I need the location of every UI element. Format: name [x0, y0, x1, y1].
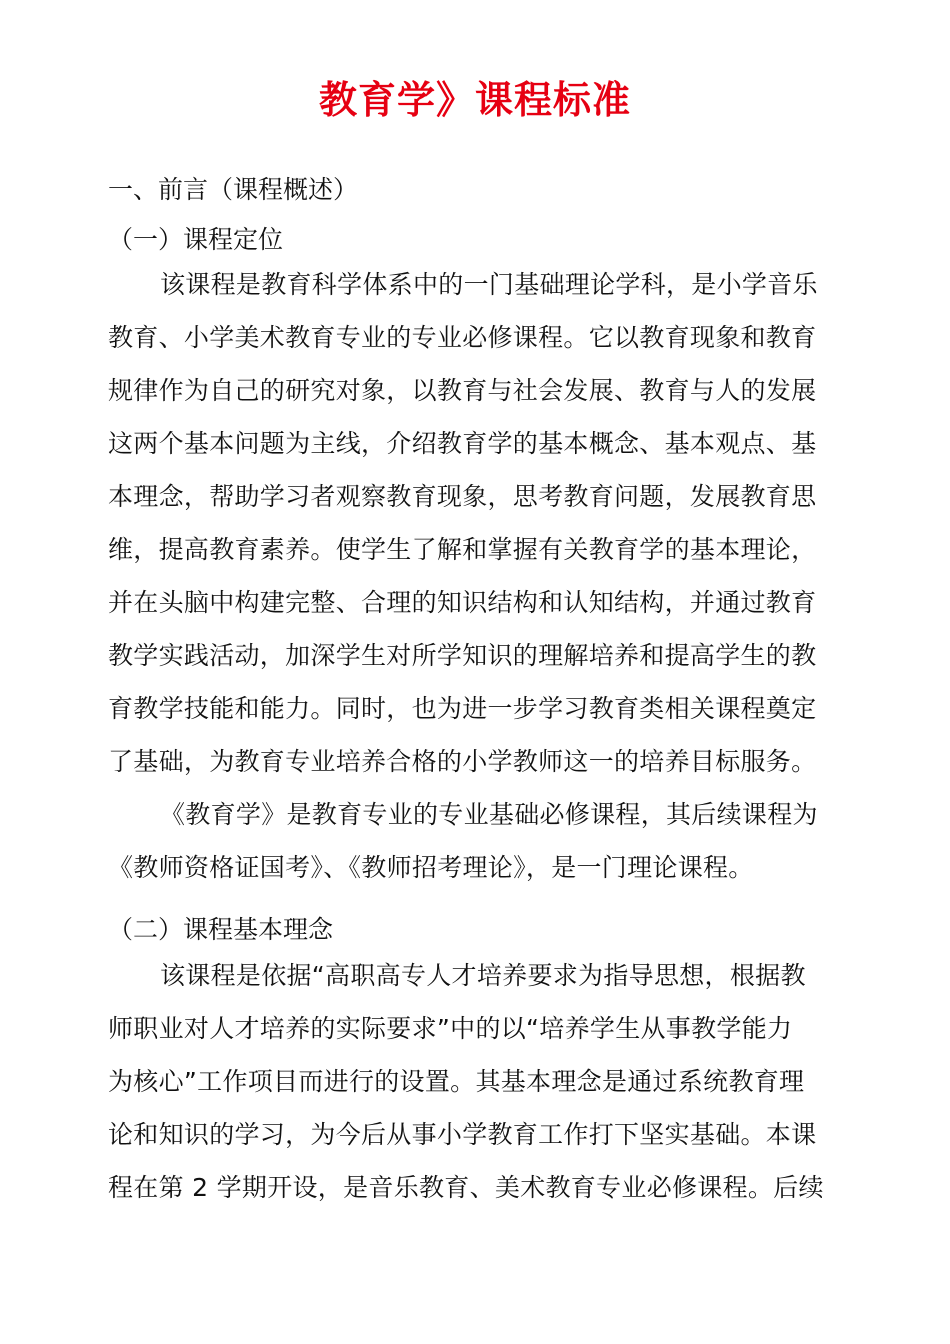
paragraph-line: 本理念，帮助学习者观察教育现象，思考教育问题，发展教育思	[108, 482, 817, 511]
paragraph-line: 该课程是依据“高职高专人才培养要求为指导思想，根据教	[160, 961, 806, 990]
paragraph-line: 教育、小学美术教育专业的专业必修课程。它以教育现象和教育	[108, 323, 817, 352]
subsection-heading-philosophy: （二）课程基本理念	[108, 915, 334, 944]
paragraph-line: 论和知识的学习，为今后从事小学教育工作打下坚实基础。本课	[108, 1120, 817, 1149]
paragraph-line: 《教育学》是教育专业的专业基础必修课程，其后续课程为	[160, 800, 818, 829]
paragraph-line: 育教学技能和能力。同时，也为进一步学习教育类相关课程奠定	[108, 694, 817, 723]
paragraph-line: 规律作为自己的研究对象，以教育与社会发展、教育与人的发展	[108, 376, 817, 405]
paragraph-line: 程在第 2 学期开设，是音乐教育、美术教育专业必修课程。后续	[108, 1173, 824, 1202]
paragraph-line: 教学实践活动，加深学生对所学知识的理解培养和提高学生的教	[108, 641, 817, 670]
paragraph-line: 了基础，为教育专业培养合格的小学教师这一的培养目标服务。	[108, 747, 817, 776]
subsection-heading-positioning: （一）课程定位	[108, 225, 284, 254]
paragraph-line: 该课程是教育科学体系中的一门基础理论学科，是小学音乐	[160, 270, 818, 299]
paragraph-line: 师职业对人才培养的实际要求”中的以“培养学生从事教学能力	[108, 1014, 793, 1043]
section-heading-preface: 一、前言（课程概述）	[108, 175, 359, 204]
document-title: 教育学》课程标准	[318, 78, 631, 122]
paragraph-line: 《教师资格证国考》、《教师招考理论》，是一门理论课程。	[108, 853, 754, 882]
paragraph-line: 并在头脑中构建完整、合理的知识结构和认知结构，并通过教育	[108, 588, 817, 617]
paragraph-line: 这两个基本问题为主线，介绍教育学的基本概念、基本观点、基	[108, 429, 817, 458]
paragraph-line: 维，提高教育素养。使学生了解和掌握有关教育学的基本理论，	[108, 535, 817, 564]
paragraph-line: 为核心”工作项目而进行的设置。其基本理念是通过系统教育理	[108, 1067, 805, 1096]
